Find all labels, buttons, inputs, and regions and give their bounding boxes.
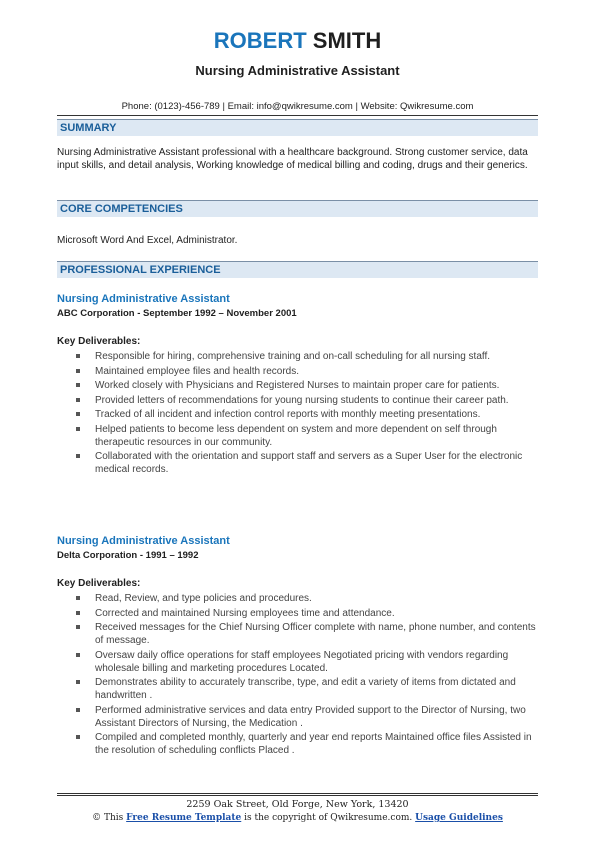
list-item: Performed administrative services and data entry Provided support to the Director of Nursing, two Assistant Directors of Nursing, the Medication .	[57, 704, 538, 730]
list-item: Provided letters of recommendations for young nursing students to continue their career path.	[57, 394, 538, 407]
experience-heading-label: PROFESSIONAL EXPERIENCE	[60, 264, 221, 276]
footer-divider	[57, 793, 538, 794]
deliverables-list	[57, 592, 538, 759]
job-title: Nursing Administrative Assistant	[195, 63, 400, 78]
footer-address: 2259 Oak Street, Old Forge, New York, 13420	[186, 799, 409, 810]
key-deliverables-label: Key Deliverables:	[57, 336, 141, 347]
competencies-heading	[57, 200, 538, 217]
summary-heading	[57, 119, 538, 136]
contact-line: Phone: (0123)-456-789 | Email: info@qwikresume.com | Website: Qwikresume.com	[121, 101, 474, 112]
list-item: Worked closely with Physicians and Registered Nurses to maintain proper care for patients.	[57, 379, 538, 392]
job-role: Nursing Administrative Assistant	[57, 293, 230, 305]
last-name: SMITH	[312, 28, 382, 53]
list-item: Read, Review, and type policies and procedures.	[57, 592, 538, 605]
list-item: Maintained employee files and health records.	[57, 365, 538, 378]
list-item: Responsible for hiring, comprehensive training and on-call scheduling for all nursing staff.	[57, 350, 538, 363]
list-item: Oversaw daily office operations for staff employees Negotiated pricing with vendors regarding wholesale billing and marketing procedures Located.	[57, 649, 538, 675]
list-item: Corrected and maintained Nursing employees time and attendance.	[57, 607, 538, 620]
experience-heading	[57, 261, 538, 278]
footer-divider	[57, 795, 538, 796]
footer-copyright	[0, 812, 595, 824]
candidate-name	[0, 28, 595, 54]
key-deliverables-label: Key Deliverables:	[57, 578, 141, 589]
company-dates: ABC Corporation - September 1992 – November 2001	[57, 308, 297, 319]
competencies-heading-label: CORE COMPETENCIES	[60, 203, 183, 215]
list-item: Tracked of all incident and infection control reports with monthly meeting presentations.	[57, 408, 538, 421]
first-name: ROBERT	[213, 28, 307, 53]
deliverables-list	[57, 350, 538, 478]
list-item: Received messages for the Chief Nursing Officer complete with name, phone number, and contents of message.	[57, 621, 538, 647]
company-dates: Delta Corporation - 1991 – 1992	[57, 550, 199, 561]
copyright-middle: is the copyright of Qwikresume.com.	[244, 813, 413, 823]
header-divider	[57, 115, 538, 116]
competencies-text: Microsoft Word And Excel, Administrator.	[57, 235, 238, 246]
free-resume-template-link[interactable]: Free Resume Template	[126, 813, 242, 823]
list-item: Collaborated with the orientation and support staff and servers as a Super User for the electronic medical records.	[57, 450, 538, 476]
list-item: Compiled and completed monthly, quarterly and year end reports Maintained office files Assisted in the resolution of scheduling conflicts Placed .	[57, 731, 538, 757]
list-item: Helped patients to become less dependent on system and more dependent on self through therapeutic resources in our community.	[57, 423, 538, 449]
copyright-prefix: © This	[92, 813, 124, 823]
summary-heading-label: SUMMARY	[60, 122, 117, 134]
list-item: Demonstrates ability to accurately transcribe, type, and edit a variety of items from dictated and handwritten .	[57, 676, 538, 702]
summary-text: Nursing Administrative Assistant professional with a healthcare background. Strong customer service, data input skills, and detail analysis, Working knowledge of medical billing and coding, drugs and their generics.	[57, 147, 528, 171]
job-role: Nursing Administrative Assistant	[57, 535, 230, 547]
usage-guidelines-link[interactable]: Usage Guidelines	[415, 813, 503, 823]
